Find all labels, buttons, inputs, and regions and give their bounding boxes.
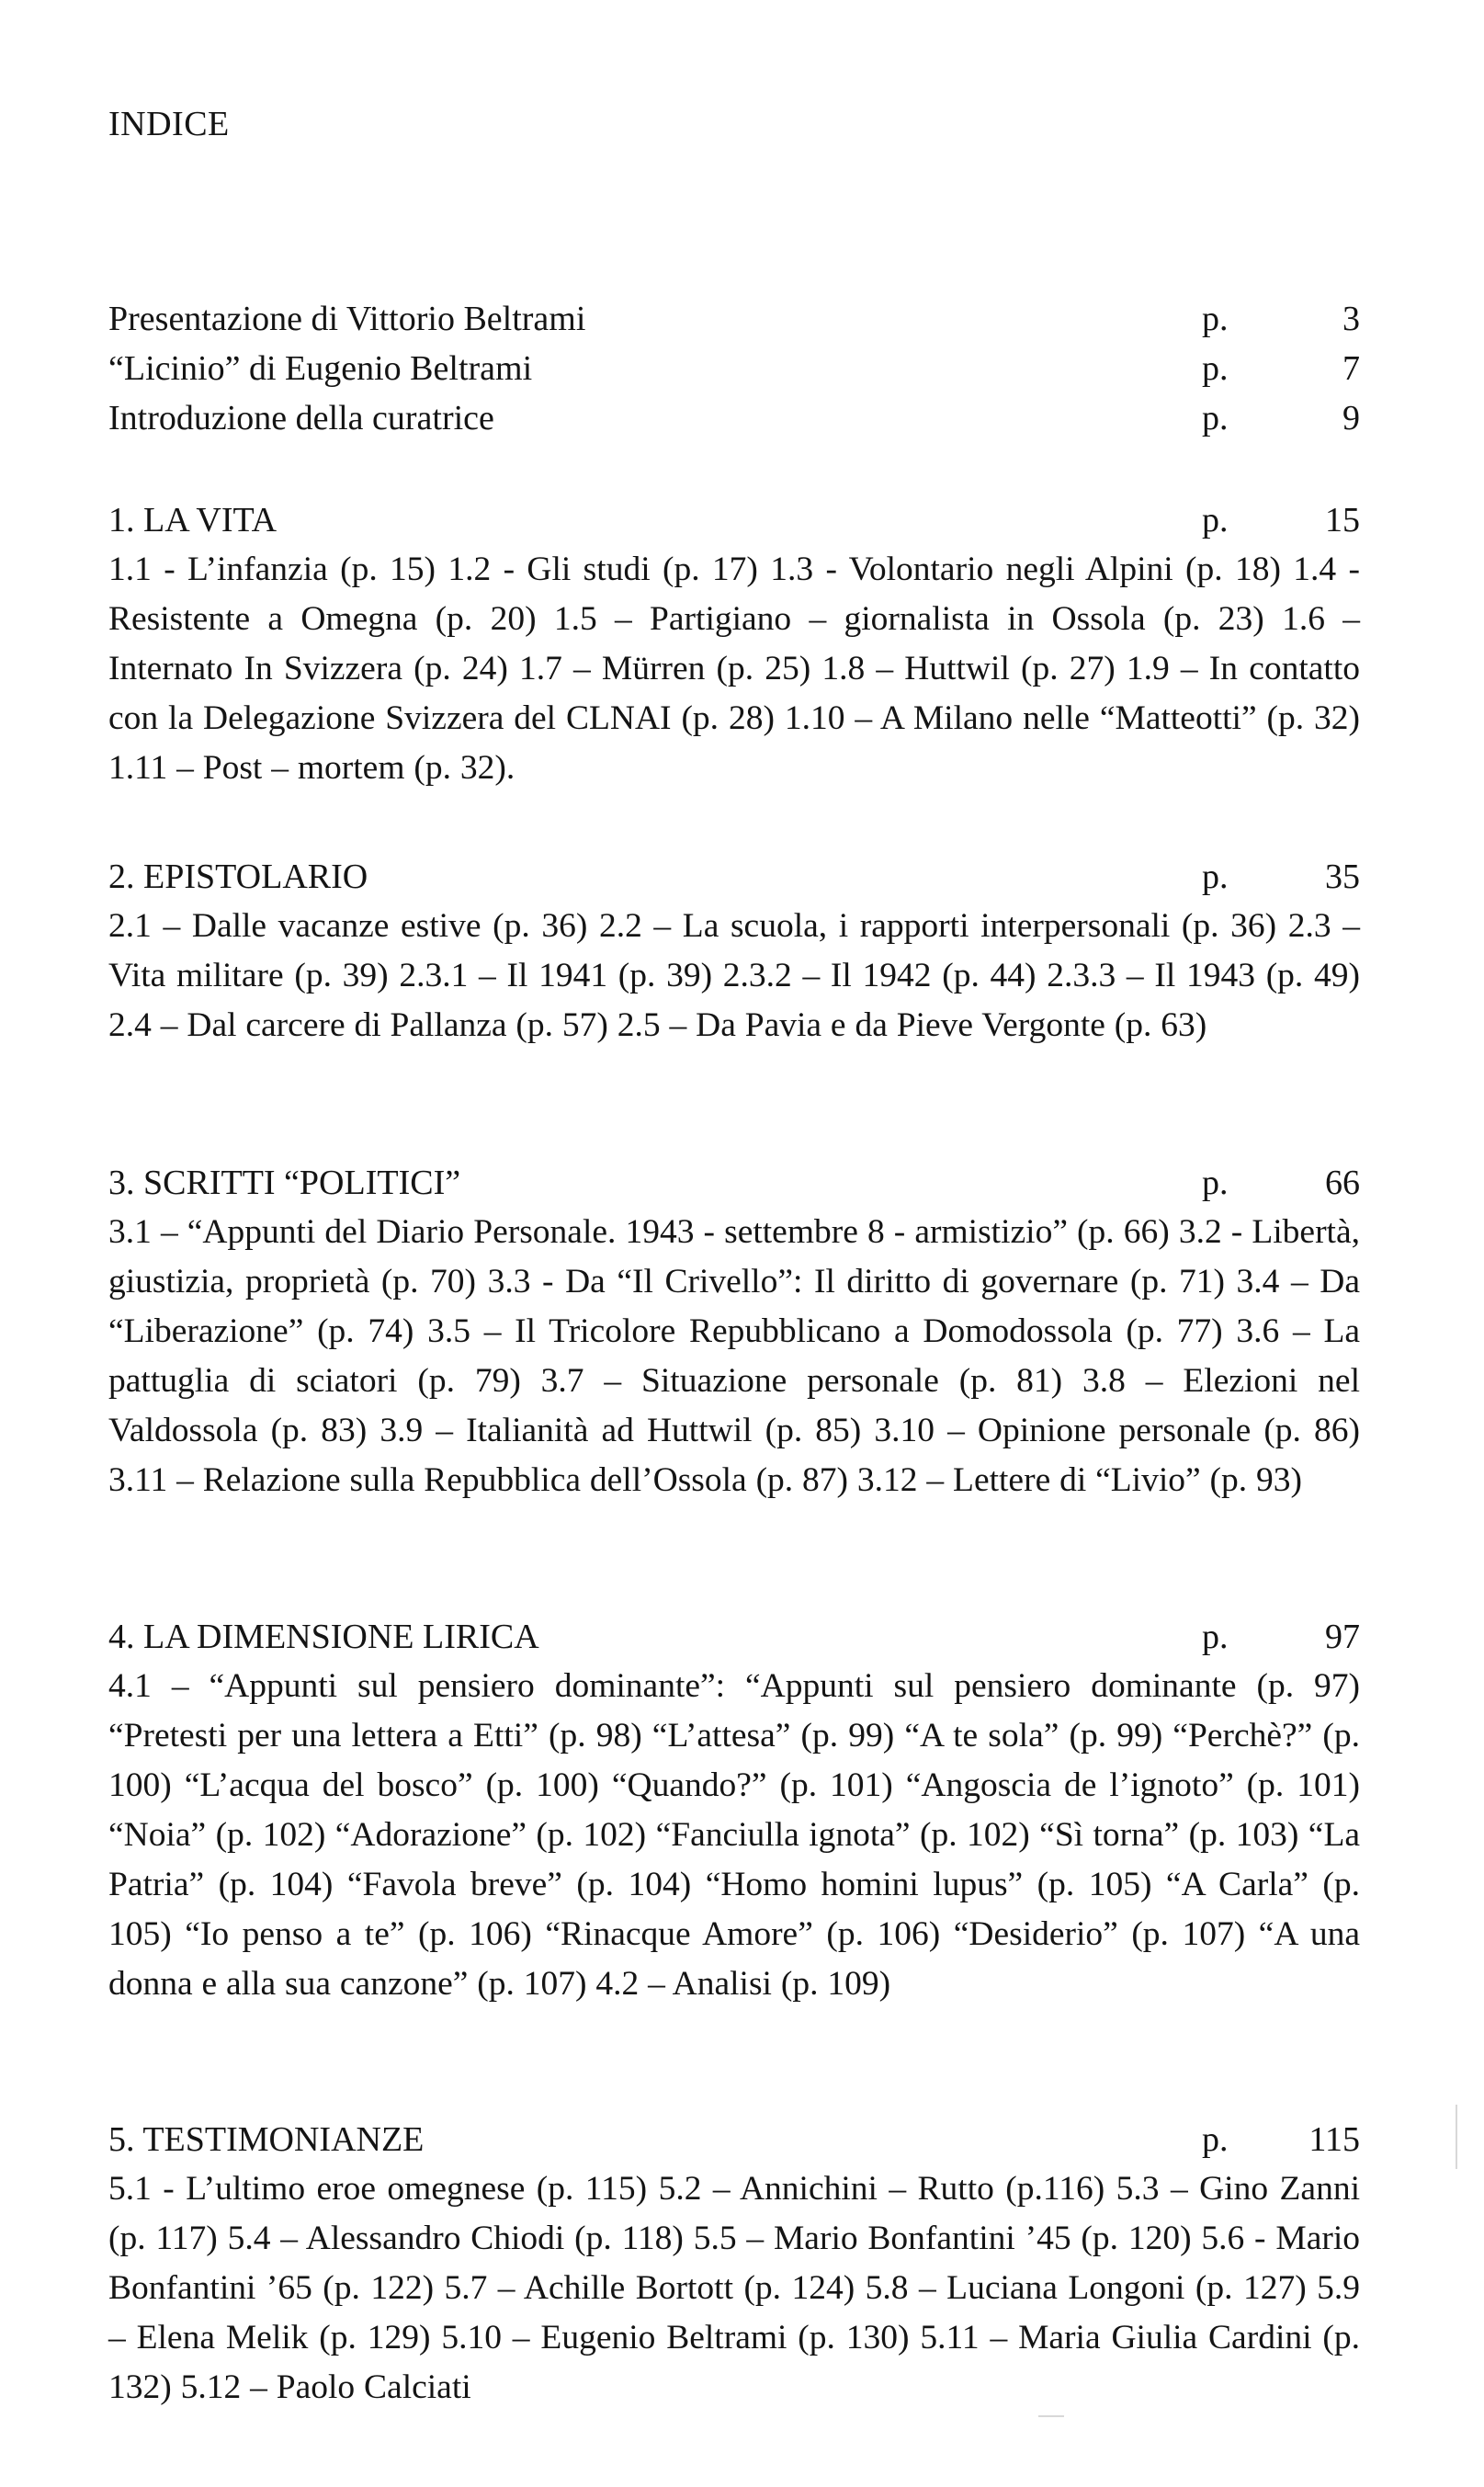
section-dimensione-lirica [108, 1612, 1360, 2009]
toc-entry-page: 7 [1342, 349, 1360, 388]
section-heading [108, 852, 1360, 902]
page-label: p. [1202, 1618, 1229, 1656]
index-heading: INDICE [108, 105, 230, 143]
toc-entry-page: 9 [1342, 399, 1360, 437]
front-matter-list [108, 294, 1360, 443]
section-page: 66 [1325, 1164, 1360, 1202]
toc-entry [108, 344, 1360, 393]
section-heading [108, 1158, 1360, 1208]
page-label: p. [1202, 1164, 1229, 1202]
page-label: p. [1202, 501, 1229, 539]
section-scritti-politici [108, 1158, 1360, 1505]
section-contents: 1.1 - L’infanzia (p. 15) 1.2 - Gli studi (p. 17) 1.3 - Volontario negli Alpini (p. 18) 1.4 - Resistente a Omegna (p. 20) 1.5 – Partigiano – giornalista in Ossola (p. 23) 1.6 – Internato In Svizzera (p. 24) 1.7 – Mürren (p. 25) 1.8 – Huttwil (p. 27) 1.9 – In contatto con la Delegazione Svizzera del CLNAI (p. 28) 1.10 – A Milano nelle “Matteotti” (p. 32) 1.11 – Post – mortem (p. 32). [108, 551, 1360, 787]
page-label: p. [1202, 349, 1229, 388]
toc-entry [108, 393, 1360, 443]
toc-entry-title: “Licinio” di Eugenio Beltrami [108, 349, 533, 388]
section-title: 4. LA DIMENSIONE LIRICA [108, 1618, 539, 1656]
section-title: 5. TESTIMONIANZE [108, 2120, 425, 2159]
section-title: 1. LA VITA [108, 501, 278, 539]
scan-mark [1038, 2415, 1064, 2417]
section-heading [108, 495, 1360, 545]
section-contents: 4.1 – “Appunti sul pensiero dominante”: “Appunti sul pensiero dominante (p. 97) “Pretesti per una lettera a Etti” (p. 98) “L’attesa” (p. 99) “A te sola” (p. 99) “Perchè?” (p. 100) “L’acqua del bosco” (p. 100) “Quando?” (p. 101) “Angoscia de l’ignoto” (p. 101) “Noia” (p. 102) “Adorazione” (p. 102) “Fanciulla ignota” (p. 102) “Sì torna” (p. 103) “La Patria” (p. 104) “Favola breve” (p. 104) “Homo homini lupus” (p. 105) “A Carla” (p. 105) “Io penso a te” (p. 106) “Rinacque Amore” (p. 106) “Desiderio” (p. 107) “A una donna e alla sua canzone” (p. 107) 4.2 – Analisi (p. 109) [108, 1667, 1360, 2003]
section-contents: 3.1 – “Appunti del Diario Personale. 1943 - settembre 8 - armistizio” (p. 66) 3.2 - Libertà, giustizia, proprietà (p. 70) 3.3 - Da “Il Crivello”: Il diritto di governare (p. 71) 3.4 – Da “Liberazione” (p. 74) 3.5 – Il Tricolore Repubblicano a Domodossola (p. 77) 3.6 – La pattuglia di sciatori (p. 79) 3.7 – Situazione personale (p. 81) 3.8 – Elezioni nel Valdossola (p. 83) 3.9 – Italianità ad Huttwil (p. 85) 3.10 – Opinione personale (p. 86) 3.11 – Relazione sulla Repubblica dell’Ossola (p. 87) 3.12 – Lettere di “Livio” (p. 93) [108, 1213, 1360, 1499]
toc-entry-title: Introduzione della curatrice [108, 399, 494, 437]
page-label: p. [1202, 300, 1229, 338]
section-contents: 2.1 – Dalle vacanze estive (p. 36) 2.2 – La scuola, i rapporti interpersonali (p. 36) 2.3 – Vita militare (p. 39) 2.3.1 – Il 1941 (p. 39) 2.3.2 – Il 1942 (p. 44) 2.3.3 – Il 1943 (p. 49) 2.4 – Dal carcere di Pallanza (p. 57) 2.5 – Da Pavia e da Pieve Vergonte (p. 63) [108, 907, 1360, 1044]
page-label: p. [1202, 399, 1229, 437]
toc-entry-page: 3 [1342, 300, 1360, 338]
section-page: 97 [1325, 1618, 1360, 1656]
section-heading [108, 1612, 1360, 1662]
toc-entry-title: Presentazione di Vittorio Beltrami [108, 300, 586, 338]
toc-entry [108, 294, 1360, 344]
scan-mark [1456, 2105, 1457, 2169]
section-page: 115 [1308, 2120, 1360, 2159]
section-page: 35 [1325, 857, 1360, 896]
section-page: 15 [1325, 501, 1360, 539]
page-label: p. [1202, 2120, 1229, 2159]
section-testimonianze [108, 2115, 1360, 2413]
section-heading [108, 2115, 1360, 2164]
section-epistolario [108, 852, 1360, 1050]
section-title: 3. SCRITTI “POLITICI” [108, 1164, 461, 1202]
page-label: p. [1202, 857, 1229, 896]
section-title: 2. EPISTOLARIO [108, 857, 368, 896]
section-la-vita [108, 495, 1360, 793]
section-contents: 5.1 - L’ultimo eroe omegnese (p. 115) 5.2 – Annichini – Rutto (p.116) 5.3 – Gino Zanni (p. 117) 5.4 – Alessandro Chiodi (p. 118) 5.5 – Mario Bonfantini ’45 (p. 120) 5.6 - Mario Bonfantini ’65 (p. 122) 5.7 – Achille Bortott (p. 124) 5.8 – Luciana Longoni (p. 127) 5.9 – Elena Melik (p. 129) 5.10 – Eugenio Beltrami (p. 130) 5.11 – Maria Giulia Cardini (p. 132) 5.12 – Paolo Calciati [108, 2170, 1360, 2406]
